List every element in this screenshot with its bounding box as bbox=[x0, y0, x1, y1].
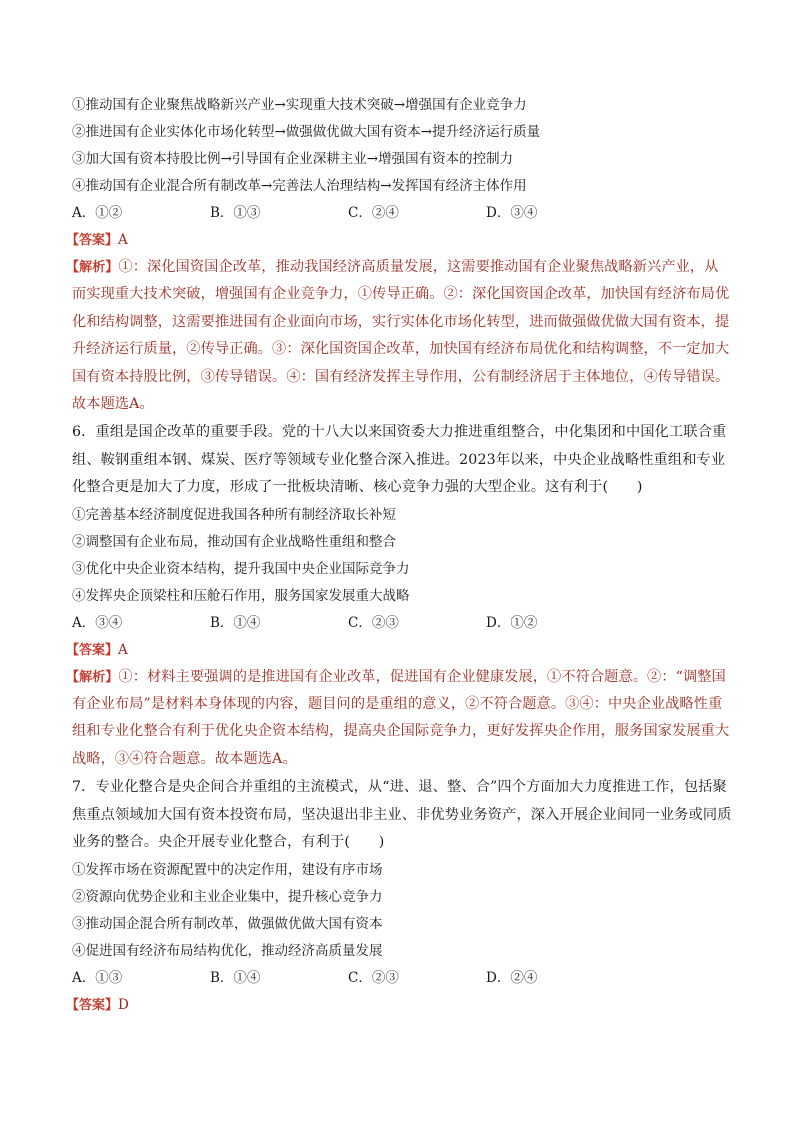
q7-options bbox=[72, 965, 732, 992]
document-page bbox=[66, 92, 732, 1019]
q7-item-2: ②资源向优势企业和主业企业集中，提升核心竞争力 bbox=[72, 888, 383, 905]
q7-option-c: C．②③ bbox=[348, 969, 399, 986]
q5-explanation bbox=[66, 254, 732, 418]
q6-stem: 6．重组是国企改革的重要手段。党的十八大以来国资委大力推进重组整合，中化集团和中国化工联合重组、鞍钢重组本钢、煤炭、医疗等领域专业化整合深入推进。2023年以来，中央企业战略性重组和专业化整合更是加大了力度，形成了一批板块清晰、核心竞争力强的大型企业。这有利于( ) bbox=[72, 424, 727, 496]
q5-option-d: D．③④ bbox=[486, 205, 538, 221]
q5-answer-tag: 【答案】 bbox=[66, 233, 119, 248]
q5-option-b: B．①③ bbox=[210, 205, 261, 221]
q6-item-4: ④发挥央企顶梁柱和压舱石作用，服务国家发展重大战略 bbox=[72, 587, 410, 604]
q7-answer bbox=[66, 992, 732, 1019]
q6-explanation bbox=[66, 664, 732, 774]
q5-block bbox=[66, 92, 732, 418]
q7-answer-value: D bbox=[118, 996, 129, 1013]
q5-item-3: ③加大国有资本持股比例→引导国有企业深耕主业→增强国有资本的控制力 bbox=[72, 151, 514, 167]
q7-block bbox=[66, 774, 732, 1018]
q7-item-3: ③推动国企混合所有制改革，做强做优做大国有资本 bbox=[72, 915, 383, 932]
q5-answer-value: A bbox=[118, 232, 128, 248]
q6-explain-text: ①：材料主要强调的是推进国有企业改革，促进国有企业健康发展，①不符合题意。②：“调整国有企业布局”是材料本身体现的内容，题目问的是重组的意义，②不符合题意。③④：中央企业战略性重组和专业化整合有利于优化央企资本结构，提高央企国际竞争力，更好发挥央企作用，服务国家发展重大战略，③④符合题意。故本题选A。 bbox=[72, 668, 730, 767]
q6-option-c: C．②③ bbox=[348, 614, 399, 631]
q7-item-1: ①发挥市场在资源配置中的决定作用，建设有序市场 bbox=[72, 861, 383, 878]
q6-answer bbox=[66, 637, 732, 664]
q5-answer bbox=[66, 227, 732, 254]
q7-option-b: B．①④ bbox=[210, 969, 261, 986]
q5-item-1: ①推动国有企业聚焦战略新兴产业→实现重大技术突破→增强国有企业竞争力 bbox=[72, 97, 527, 113]
q5-explain-text: ①：深化国资国企改革，推动我国经济高质量发展，这需要推动国有企业聚焦战略新兴产业，从而实现重大技术突破，增强国有企业竞争力，①传导正确。②：深化国资国企改革，加快国有经济布局优化和结构调整，这需要推进国有企业面向市场，实行实体化市场化转型，进而做强做优做大国有资本，提升经济运行质量，②传导正确。③：深化国资国企改革，加快国有经济布局优化和结构调整，不一定加大国有资本持股比例，③传导错误。④：国有经济发挥主导作用，公有制经济居于主体地位，④传导错误。故本题选A。 bbox=[72, 259, 730, 413]
q6-block bbox=[66, 419, 732, 773]
q7-option-d: D．②④ bbox=[486, 969, 538, 986]
q6-option-b: B．①④ bbox=[210, 614, 261, 631]
q7-option-a: A．①③ bbox=[72, 969, 123, 986]
q5-option-c: C．②④ bbox=[348, 205, 399, 221]
q7-item-4: ④促进国有经济布局结构优化，推动经济高质量发展 bbox=[72, 942, 383, 959]
q6-item-1: ①完善基本经济制度促进我国各种所有制经济取长补短 bbox=[72, 506, 396, 523]
q7-answer-tag: 【答案】 bbox=[66, 997, 119, 1013]
q6-options bbox=[72, 610, 732, 637]
q5-item-4: ④推动国有企业混合所有制改革→完善法人治理结构→发挥国有经济主体作用 bbox=[72, 178, 527, 194]
q7-stem: 7．专业化整合是央企间合并重组的主流模式，从“进、退、整、合”四个方面加大力度推进工作，包括聚焦重点领域加大国有资本投资布局，坚决退出非主业、非优势业务资产，深入开展企业间同一业务或同质业务的整合。央企开展专业化整合，有利于( ) bbox=[72, 779, 732, 851]
q6-item-3: ③优化中央企业资本结构，提升我国中央企业国际竞争力 bbox=[72, 560, 410, 577]
q5-option-a: A．①② bbox=[72, 205, 123, 221]
q5-item-2: ②推进国有企业实体化市场化转型→做强做优做大国有资本→提升经济运行质量 bbox=[72, 124, 541, 140]
q6-explain-tag: 【解析】 bbox=[66, 669, 119, 685]
q5-explain-tag: 【解析】 bbox=[66, 260, 119, 275]
q6-option-a: A．③④ bbox=[72, 614, 123, 631]
q6-answer-value: A bbox=[118, 641, 128, 658]
q6-item-2: ②调整国有企业布局，推动国有企业战略性重组和整合 bbox=[72, 533, 396, 550]
q6-option-d: D．①② bbox=[486, 614, 538, 631]
q5-options bbox=[72, 200, 732, 227]
q6-answer-tag: 【答案】 bbox=[66, 642, 119, 658]
